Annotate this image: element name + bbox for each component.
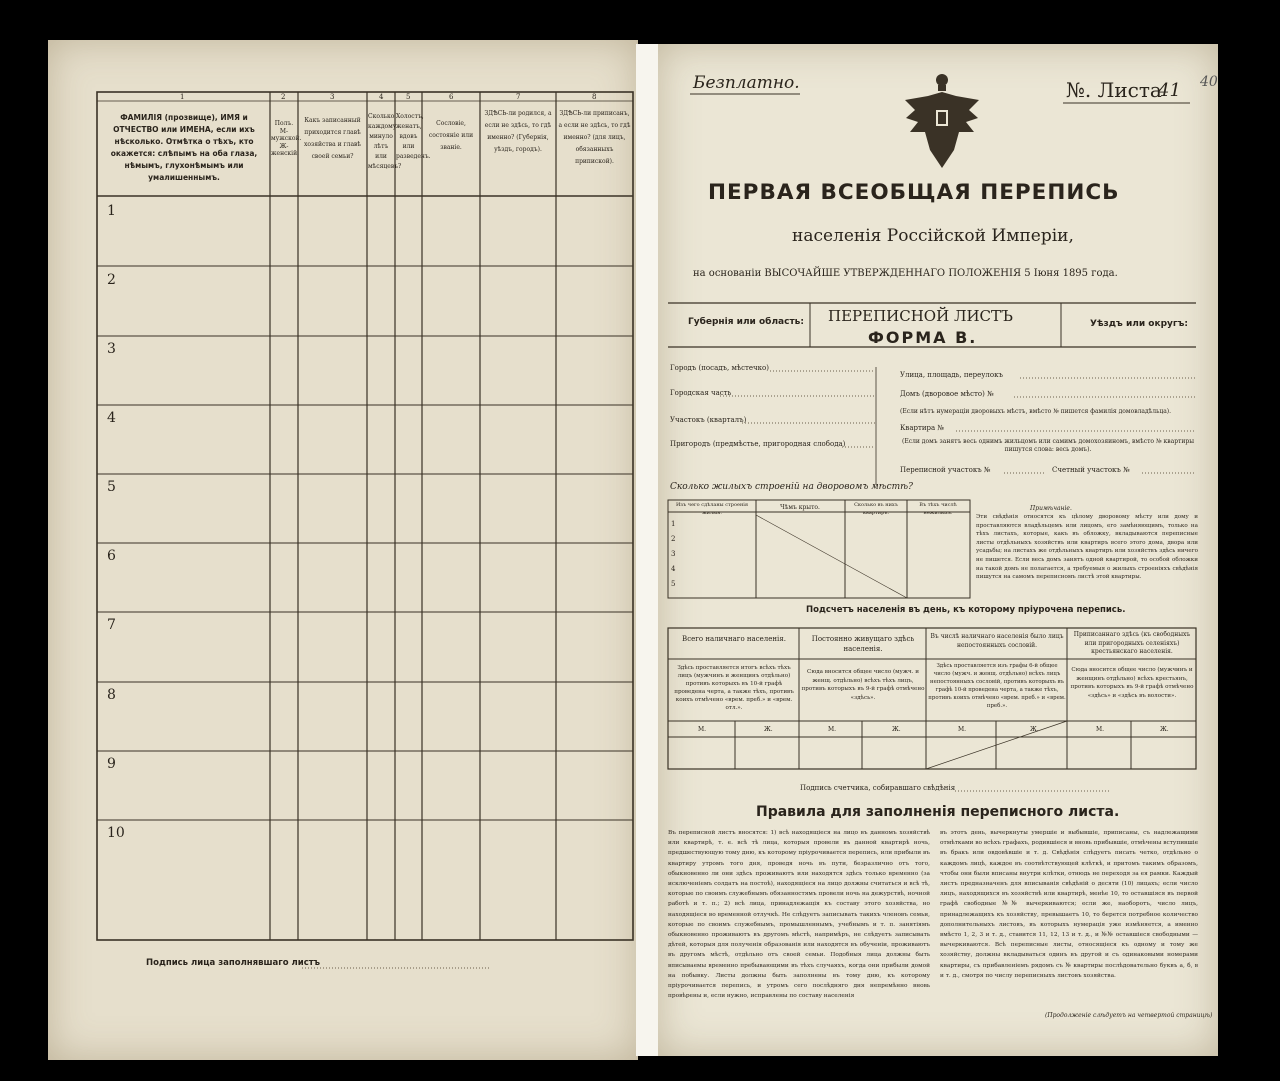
address-street: Улица, площадь, переулокъ <box>900 371 1003 379</box>
address-apartment: Квартира № <box>900 424 945 432</box>
row-number-6: 6 <box>107 548 116 564</box>
header-birthplace: ЗДѢСЬ-ли родился, а если не здѣсь, то гдѣ именно? (Губернія, уѣздъ, городъ). <box>484 110 552 153</box>
row-number-7: 7 <box>107 617 116 633</box>
buildings-row-5: 5 <box>671 580 676 588</box>
sheet-number-label: №. Листа <box>1066 78 1162 102</box>
address-suburb: Пригородъ (предмѣстье, пригородная слобода) <box>670 440 846 448</box>
rules-text-right: въ этотъ день, вычеркнуты умершіе и выбывшіе, приписаны, съ надлежащими отмѣтками во всѣхъ графахъ, родившіеся и вновь прибывшіе, отмѣчены вступившіе въ бракъ или овдовѣвшіе и т. д. Свѣдѣнія слѣдуетъ писать четко, отдѣльно о каждомъ лицѣ, каждое въ соотвѣтствующей клѣткѣ, и притомъ такимъ образомъ, чтобы они были вписаны внутри клѣтки, отнюдь не переходя за ея рамки. Каждый листъ предназначенъ для вписыванія свѣдѣній о десяти (10) лицахъ; если число лицъ, находящихся въ хозяйствѣ или квартирѣ, менѣе 10, то оставшіяся въ первой графѣ свободные №№ вычеркиваются; если же, наоборотъ, число лицъ, принадлежащихъ къ хозяйству, превышаетъ 10, то берется потребное количество дополнительныхъ листовъ, въ которыхъ нумерація уже измѣняется, а именно вмѣсто 1, 2, 3 и т. д., ставится 11, 12, 13 и т. д., и №№ оставшіеся свободными — вычеркиваются. Всѣ переписные листы, относящіеся къ одному и тому же хозяйству, должны вкладываться одинъ въ другой и съ одинаковыми номерами квартиры, съ прибавленіемъ рядомъ съ № квартиры послѣдовательно буквъ а, б, в и т. д., смотря по числу переписныхъ листовъ хозяйства. <box>940 830 1198 979</box>
row-number-2: 2 <box>107 272 116 288</box>
header-relation: Какъ записанный приходится главѣ хозяйства и главѣ своей семьи? <box>303 117 362 160</box>
province-label: Губернія или область: <box>688 317 804 327</box>
corner-pencil-number: 40 <box>1200 74 1218 90</box>
note-title: Примѣчаніе. <box>1030 505 1072 512</box>
row-number-4: 4 <box>107 410 116 426</box>
count-desc-resident: Сюда вносится общее число (мужч. и женщ. отдѣльно) всѣхъ тѣхъ лицъ, противъ которыхъ въ 9-й графѣ отмѣчено «здѣсь». <box>801 669 925 701</box>
address-district: Городская часть <box>670 389 732 397</box>
row-number-9: 9 <box>107 756 116 772</box>
count-m-4: М. <box>1096 726 1105 733</box>
col-number-2: 2 <box>281 93 286 101</box>
row-number-10: 10 <box>107 825 125 841</box>
col-number-5: 5 <box>406 93 411 101</box>
col-number-4: 4 <box>379 93 384 101</box>
address-house-note: (Если нѣтъ нумераціи дворовыхъ мѣстъ, вмѣсто № пишется фамилія домовладѣльца). <box>900 408 1172 415</box>
header-age: Сколько каждому минуло лѣтъ или мѣсяцевъ? <box>368 113 402 170</box>
continued-note: (Продолженіе слѣдуетъ на четвертой страницѣ) <box>1045 1012 1213 1019</box>
header-registered: ЗДѢСЬ-ли приписанъ, а если не здѣсь, то гдѣ именно? (для лицъ, обязанныхъ припиской). <box>558 110 631 165</box>
header-estate: Сословіе, состояніе или званіе. <box>428 120 474 151</box>
buildings-header-apartments: Сколько въ нихъ квартиръ. <box>854 502 898 516</box>
census-basis: на основаніи ВЫСОЧАЙШЕ УТВЕРЖДЕННАГО ПОЛОЖЕНІЯ 5 Іюня 1895 года. <box>693 268 1118 279</box>
count-header-peasants: Приписаннаго здѣсь (къ свободныхъ или пригородныхъ селеніяхъ) крестьянскаго населенія. <box>1073 631 1191 655</box>
count-desc-present: Здѣсь проставляется итогъ всѣхъ тѣхъ лицъ (мужчинъ и женщинъ отдѣльно) противъ которыхъ въ 10-й графѣ проведена черта, а также тѣхъ, противъ коихъ отмѣчено «врем. преб.» и «врем. отл.». <box>674 665 794 711</box>
col-number-1: 1 <box>180 93 185 101</box>
buildings-row-4: 4 <box>671 565 676 573</box>
row-number-1: 1 <box>107 203 116 219</box>
sheet-number-handwritten: 41 <box>1158 80 1181 101</box>
header-name: ФАМИЛІЯ (прозвище), ИМЯ и ОТЧЕСТВО или ИМЕНА, если ихъ нѣсколько. Отмѣтка о тѣхъ, кто окажется: слѣпымъ на оба глаза, нѣмымъ, глухонѣмымъ или умалишеннымъ. <box>110 113 258 182</box>
row-number-5: 5 <box>107 479 116 495</box>
count-desc-nonpermanent: Здѣсь проставляется изъ графы 6-й общее число (мужч. и женщ. отдѣльно) всѣхъ лицъ непостоянныхъ сословій, противъ которыхъ въ графѣ 10-й проведена черта, а также тѣхъ, противъ коихъ отмѣчено «врем. преб.» и «врем. преб.». <box>928 663 1066 709</box>
count-desc-peasants: Сюда вносится общее число (мужчинъ и женщинъ отдѣльно) всѣхъ крестьянъ, противъ которыхъ въ 9-й графѣ отмѣчено «здѣсь» и «здѣсь въ волости». <box>1070 667 1194 699</box>
address-quarter: Участокъ (кварталъ) <box>670 416 747 424</box>
count-header-resident: Постоянно живущаго здѣсь населенія. <box>811 635 915 653</box>
buildings-header-nonresidential: Въ тѣхъ числѣ нежилыхъ. <box>919 502 957 516</box>
buildings-header-material: Изъ чего сдѣланы строенія жилыя. <box>675 502 749 516</box>
left-signature-label: Подпись лица заполнявшаго листъ <box>146 958 321 968</box>
header-sex: Полъ. М-мужской. Ж-женскій. <box>271 120 302 157</box>
count-header-present: Всего наличнаго населенія. <box>682 635 786 643</box>
count-title: Подсчетъ населенія въ день, къ которому пріурочена перепись. <box>806 605 1126 615</box>
count-f-2: Ж. <box>892 726 901 733</box>
counter-signature: Подпись счетчика, собиравшаго свѣдѣнія <box>800 784 956 792</box>
row-number-8: 8 <box>107 687 116 703</box>
count-f-4: Ж. <box>1160 726 1169 733</box>
col-number-7: 7 <box>516 93 521 101</box>
buildings-row-3: 3 <box>671 550 676 558</box>
sheet-type-title: ПЕРЕПИСНОЙ ЛИСТЪ <box>828 307 1013 325</box>
form-label: ФОРМА В. <box>868 328 978 347</box>
header-marital: Холостъ, женатъ, вдовъ или разведенъ. <box>396 113 431 160</box>
rules-title: Правила для заполненія переписного листа. <box>756 804 1120 820</box>
census-subtitle: населенія Россійской Имперіи, <box>792 226 1074 246</box>
note-text: Эти свѣдѣнія относятся къ цѣлому дворовому мѣсту или дому и проставляются владѣльцемъ или лицомъ, его замѣняющимъ, только на тѣхъ листахъ, которые, какъ въ обложку, вкладываются переписные листы отдѣльныхъ хозяйствъ или квартиръ всего этого дома, двора или усадьбы; на листахъ же отдѣльныхъ квартиръ или хозяйствъ здѣсь ничего не пишется. Если весь домъ занятъ одной квартирой, то особой обложки на такой домъ не полагается, а требуемыя о жилыхъ строеніяхъ свѣдѣнія пишутся на самомъ переписномъ листѣ этой квартиры. <box>976 514 1198 581</box>
count-m-2: М. <box>828 726 837 733</box>
census-title: ПЕРВАЯ ВСЕОБЩАЯ ПЕРЕПИСЬ <box>708 180 1120 205</box>
free-label: Безплатно. <box>693 73 800 93</box>
col-number-6: 6 <box>449 93 454 101</box>
buildings-row-2: 2 <box>671 535 676 543</box>
col-number-3: 3 <box>330 93 335 101</box>
count-header-nonpermanent: Въ числѣ наличнаго населенія было лицъ непостоянныхъ сословій. <box>930 633 1064 649</box>
count-f-1: Ж. <box>764 726 773 733</box>
row-number-3: 3 <box>107 341 116 357</box>
col-number-8: 8 <box>592 93 597 101</box>
counting-district: Счетный участокъ № <box>1052 466 1130 474</box>
district-label: Уѣздъ или округъ: <box>1090 319 1188 329</box>
count-m-3: М. <box>958 726 967 733</box>
buildings-header-roof: Чѣмъ крыто. <box>780 504 820 511</box>
imperial-eagle-icon <box>905 74 979 168</box>
address-apartment-note: (Если домъ занятъ весь однимъ жильцомъ или самимъ домохозяиномъ, вмѣсто № квартиры пишутся слова: весь домъ). <box>902 438 1194 453</box>
count-f-3: Ж. <box>1030 726 1039 733</box>
buildings-question: Сколько жилыхъ строеній на дворовомъ мѣстѣ? <box>670 482 913 492</box>
census-district: Переписной участокъ № <box>900 466 991 474</box>
address-city: Городъ (посадъ, мѣстечко) <box>670 364 770 372</box>
count-m-1: М. <box>698 726 707 733</box>
buildings-row-1: 1 <box>671 520 676 528</box>
rules-text-left: Въ переписной листъ вносятся: 1) всѣ находящіеся на лицо въ данномъ хозяйствѣ или квартирѣ, т. е. всѣ тѣ лица, которыя провели въ данной квартирѣ ночь, предшествующую тому дню, къ которому пріурочивается перепись, или прибыли въ квартиру утромъ того дня, проведя ночь въ пути, безразлично отъ того, обыкновенно ли они здѣсь проживаютъ или находятся здѣсь только временно (за исключеніемъ солдатъ на постоѣ), находящіеся на лицо должны считаться и всѣ тѣ, которые по своимъ служебнымъ обязанностямъ провели ночь на дежурствѣ, ночной работѣ и т. п.; 2) всѣ лица, принадлежащія къ составу этого хозяйства, но находящіеся во временной отлучкѣ. Не слѣдуетъ записывать такихъ членовъ семьи, которые по своимъ служебнымъ, промышленнымъ, учебнымъ и т. п. занятіямъ обыкновенно проживаютъ въ другомъ мѣстѣ, напримѣръ, не слѣдуетъ записывать дѣтей, которыя для полученія образованія или находятся въ обученіи, проживаютъ въ другомъ мѣстѣ, отдѣльно отъ своей семьи. Подобныя лица должны быть вписываемы временно пребывающими въ тѣхъ случаяхъ, когда они прибыли домой на побывку. Листы должны быть заполнены въ тому дню, къ которому пріурочивается перепись, и утромъ сего послѣдняго дня непремѣнно вновь провѣрены и, если нужно, исправлены по составу населенія <box>668 830 930 1000</box>
address-house: Домъ (дворовое мѣсто) № <box>900 390 994 398</box>
